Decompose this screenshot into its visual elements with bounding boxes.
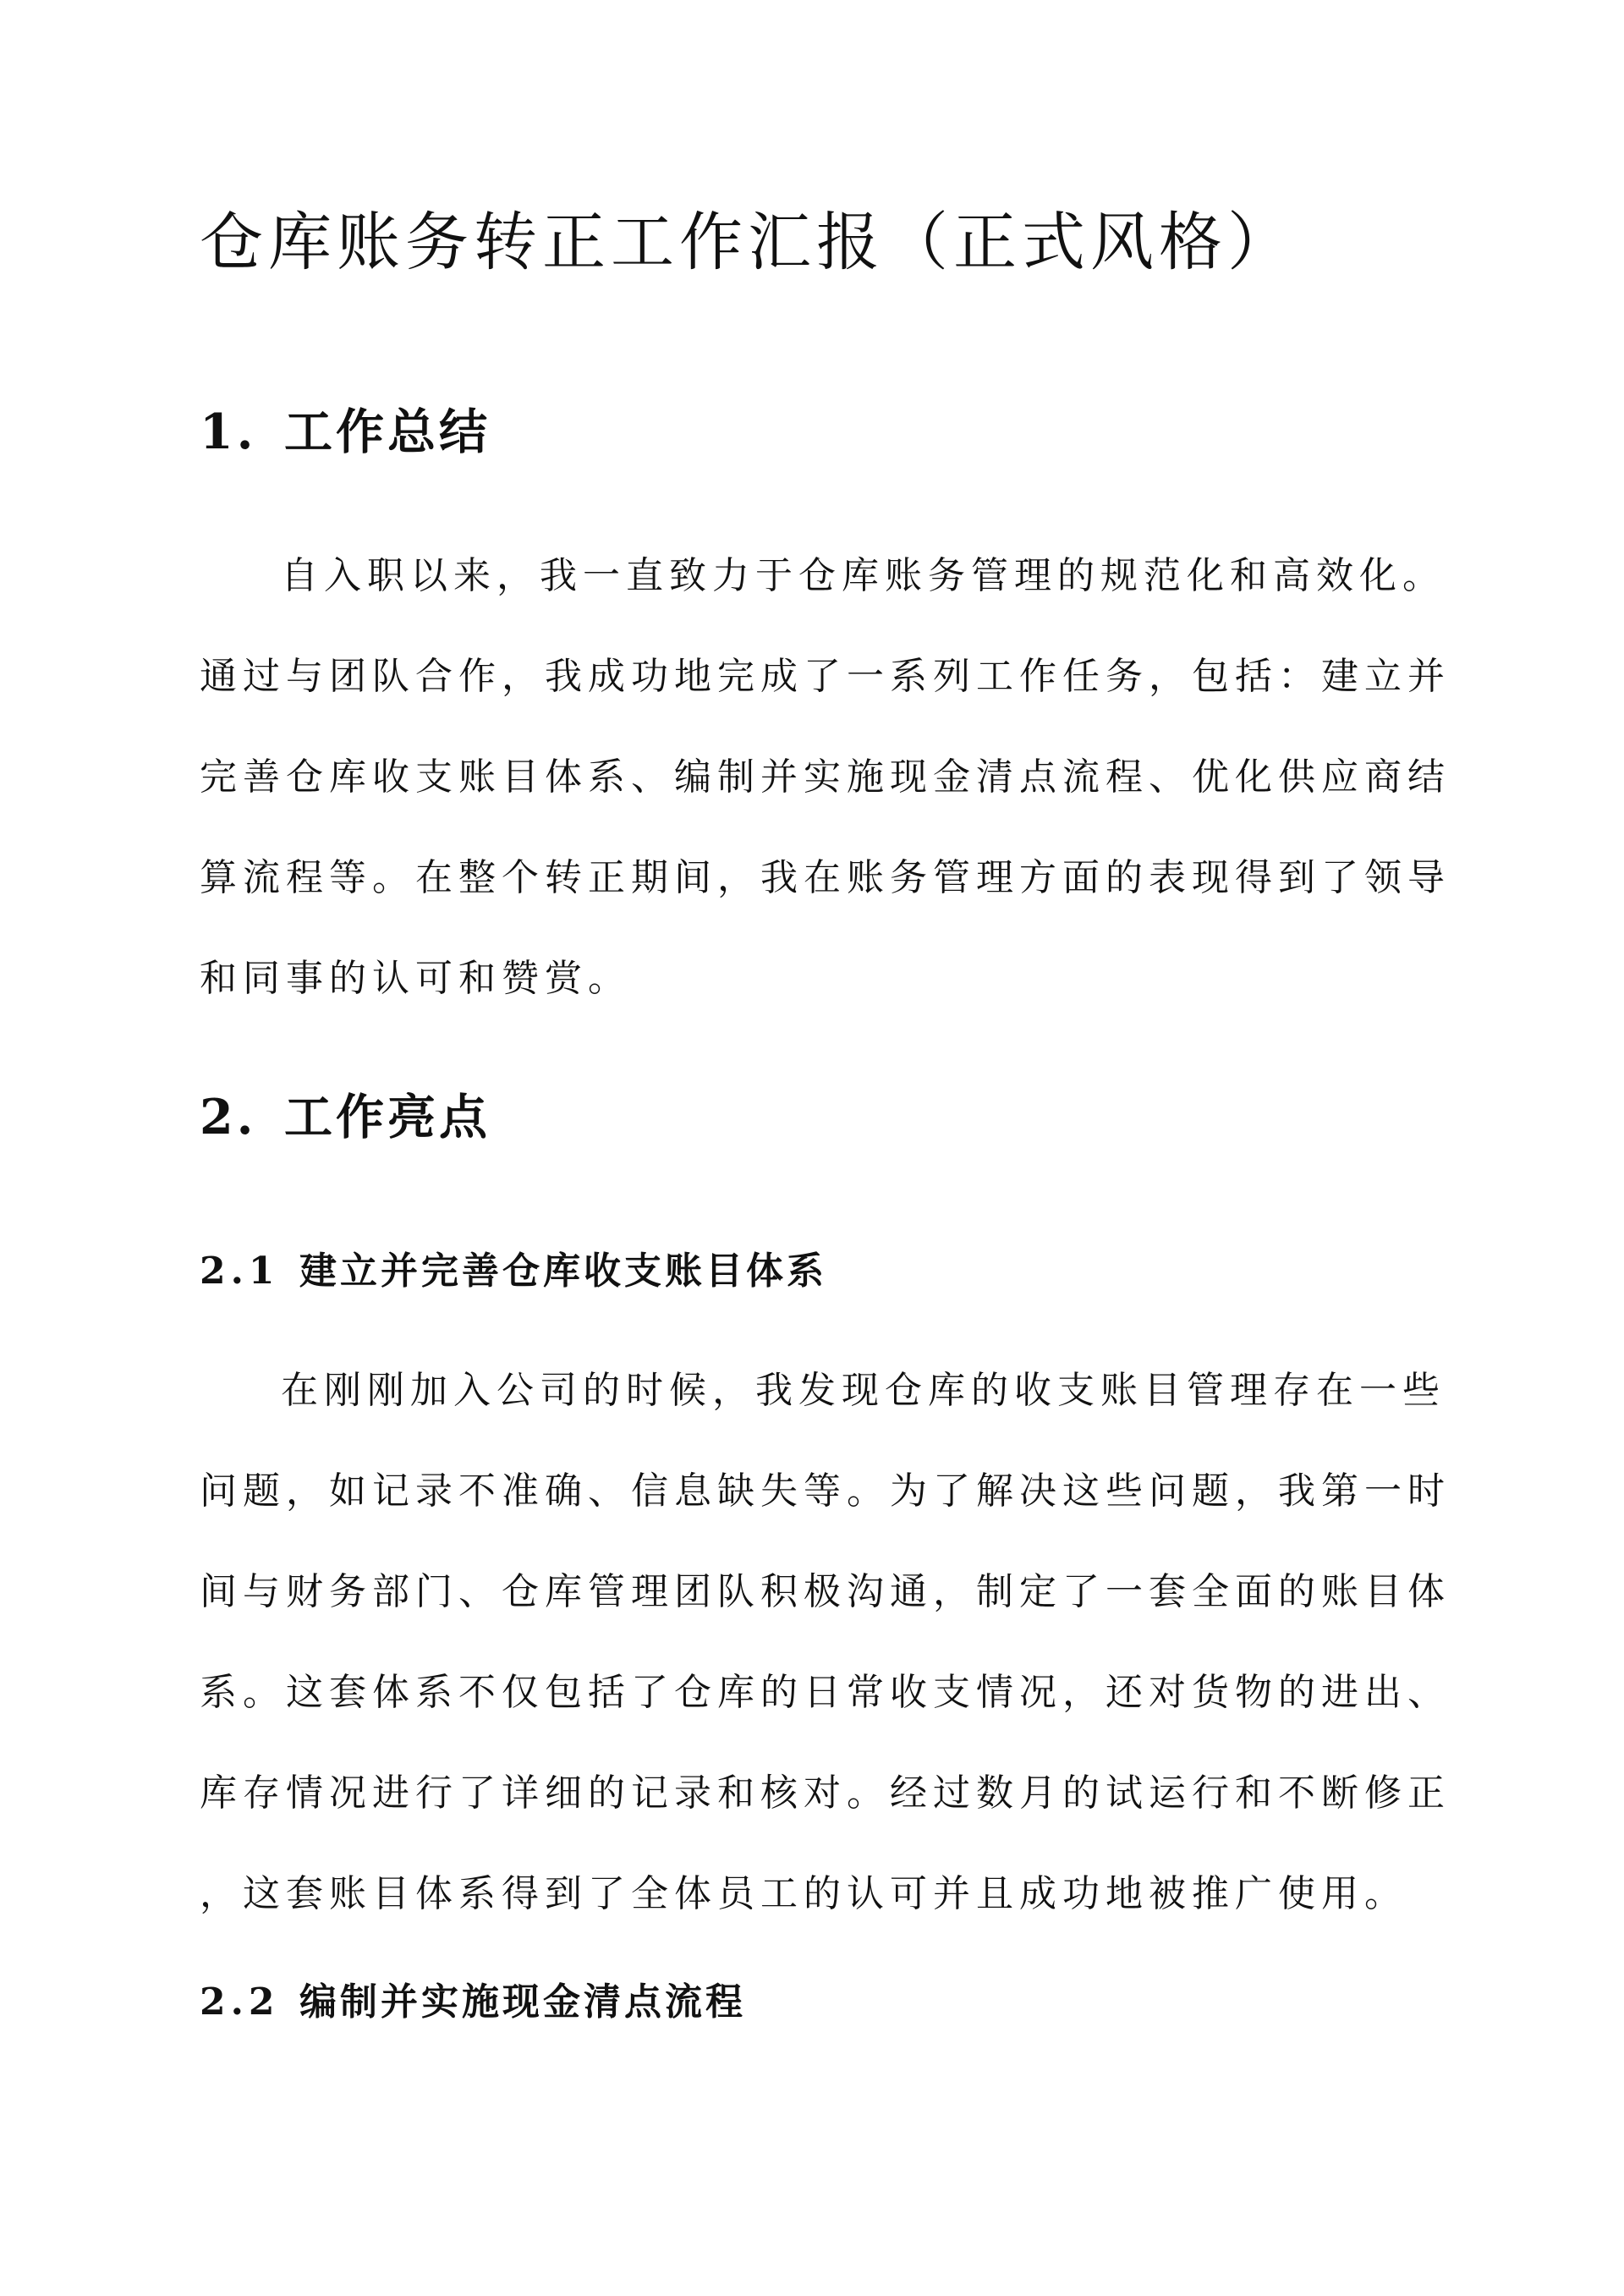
section-number: 2. [200,1089,257,1145]
subsection-number: 2.1 [200,1250,280,1293]
paragraph-line: 完善仓库收支账目体系、编制并实施现金清点流程、优化供应商结 [200,755,1451,799]
paragraph-line: 自入职以来，我一直致力于仓库账务管理的规范化和高效化。 [281,554,1446,597]
subsection-heading-text: 编制并实施现金清点流程 [299,1980,746,2024]
subsection-heading-2-1 [200,1242,827,1301]
document-title: 仓库账务转正工作汇报（正式风格） [200,205,1297,279]
subsection-heading-text: 建立并完善仓库收支账目体系 [299,1250,827,1293]
section-heading-text: 工作亮点 [284,1089,491,1145]
paragraph-line: 系。这套体系不仅包括了仓库的日常收支情况，还对货物的进出、 [200,1671,1451,1714]
document-content [200,200,1451,2024]
paragraph-line: 问题，如记录不准确、信息缺失等。为了解决这些问题，我第一时 [200,1469,1451,1513]
paragraph-line: 间与财务部门、仓库管理团队积极沟通，制定了一套全面的账目体 [200,1570,1451,1613]
paragraph-line: 算流程等。在整个转正期间，我在账务管理方面的表现得到了领导 [200,856,1451,899]
paragraph-line: ，这套账目体系得到了全体员工的认可并且成功地被推广使用。 [200,1872,1407,1915]
paragraph-line: 和同事的认可和赞赏。 [200,957,631,1000]
section-heading-text: 工作总结 [284,404,491,460]
section-heading-1 [200,394,491,470]
section-number: 1. [200,404,257,460]
paragraph-line: 库存情况进行了详细的记录和核对。经过数月的试运行和不断修正 [200,1771,1451,1815]
section-heading-2 [200,1079,491,1156]
subsection-number: 2.2 [200,1980,280,2024]
paragraph-ledger-system [200,1340,1451,1944]
subsection-heading-2-2 [200,1973,746,2032]
paragraph-line: 通过与团队合作，我成功地完成了一系列工作任务，包括：建立并 [200,655,1451,698]
paragraph-line: 在刚刚加入公司的时候，我发现仓库的收支账目管理存在一些 [281,1369,1446,1412]
paragraph-work-summary [200,525,1451,1029]
